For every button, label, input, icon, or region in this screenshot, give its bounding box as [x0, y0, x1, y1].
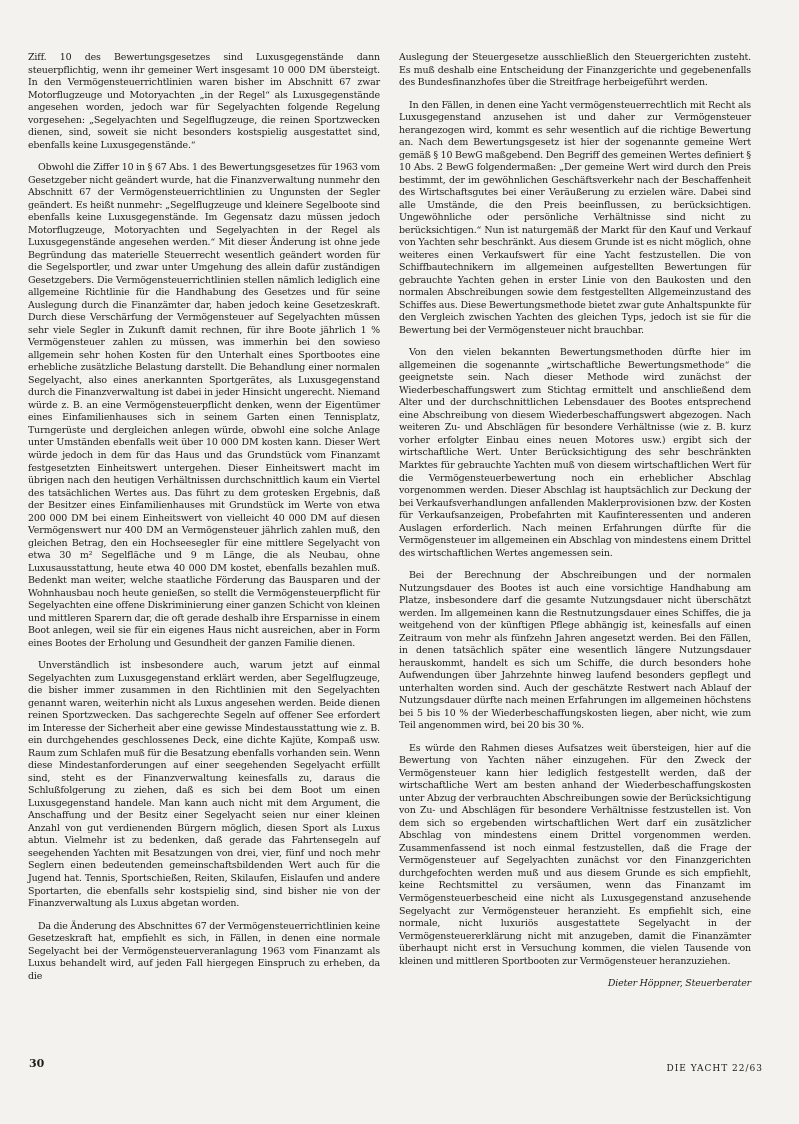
page-number: 30: [29, 1057, 45, 1070]
paragraph: Da die Änderung des Abschnittes 67 der Vermögensteuerrichtlinien keine Gesetzeskraft hat, empfiehlt es sich, in Fällen, in denen eine normale Segelyacht bei der Vermögensteuerveranlagung 1963 vom Finanzamt als Luxus behandelt wird, auf jeden Fall hiergegen Einspruch zu erheben, da die: [28, 920, 380, 982]
paragraph: Es würde den Rahmen dieses Aufsatzes weit übersteigen, hier auf die Bewertung von Yachten näher einzugehen. Für den Zweck der Vermögensteuer kann hier lediglich festgestellt werden, daß der wirtschaftliche Wert am besten anhand der Wiederbeschaffungskosten unter Abzug der verbrauchten Abschreibungen sowie der Berücksichtigung von Zu- und Abschlägen für besondere Verhältnisse festzustellen ist. Von dem sich so ergebenden wirtschaftlichen Wert darf ein zusätzlicher Abschlag von mindestens einem Drittel vorgenommen werden. Zusammenfassend ist noch einmal festzustellen, daß die Frage der Vermögensteuer auf Segelyachten zunächst vor den Finanzgerichten durchgefochten werden muß und aus diesem Grunde es sich empfiehlt, keine Rechtsmittel zu versäumen, wenn das Finanzamt im Vermögensteuerbescheid eine nicht als Luxusgegenstand anzusehende Segelyacht zur Vermögensteuer heranzieht. Es empfiehlt sich, eine normale, nicht luxuriös ausgestattete Segelyacht in der Vermögensteuererklärung nicht mit anzugeben, damit die Finanzämter überhaupt nicht erst in Versuchung kommen, die vielen Tausende von kleinen und mittleren Sportbooten zur Vermögensteuer heranzuziehen.: [399, 742, 751, 967]
right-text-column: [399, 52, 751, 1001]
paragraph: In den Fällen, in denen eine Yacht vermögensteuerrechtlich mit Recht als Luxusgegenstand anzusehen ist und daher zur Vermögensteuer herangezogen wird, kommt es sehr wesentlich auf die richtige Bewertung an. Nach dem Bewertungsgesetz ist hier der sogenannte gemeine Wert gemäß § 10 BewG maßgebend. Den Begriff des gemeinen Wertes definiert § 10 Abs. 2 BewG folgendermaßen: „Der gemeine Wert wird durch den Preis bestimmt, der im gewöhnlichen Geschäftsverkehr nach der Beschaffenheit des Wirtschaftsgutes bei einer Veräußerung zu erzielen wäre. Dabei sind alle Umstände, die den Preis beeinflussen, zu berücksichtigen. Ungewöhnliche oder persönliche Verhältnisse sind nicht zu berücksichtigen.“ Nun ist naturgemäß der Markt für den Kauf und Verkauf von Yachten sehr beschränkt. Aus diesem Grunde ist es nicht möglich, ohne weiteres einen Verkaufswert für eine Yacht festzustellen. Die von Schiffbautechnikern im allgemeinen aufgestellten Bewertungen für gebrauchte Yachten gehen in erster Linie von den Baukosten und den normalen Abschreibungen sowie dem festgestellten Allgemeinzustand des Schiffes aus. Diese Bewertungsmethode bietet zwar gute Anhaltspunkte für den Vergleich zwischen Yachten des gleichen Typs, jedoch ist sie für die Bewertung bei der Vermögensteuer nicht brauchbar.: [399, 99, 751, 336]
paragraph: Ziff. 10 des Bewertungsgesetzes sind Luxusgegenstände dann steuerpflichtig, wenn ihr gemeiner Wert insgesamt 10 000 DM übersteigt. In den Vermögensteuerrichtlinien waren bisher im Abschnitt 67 zwar Motorflugzeuge und Motoryachten „in der Regel“ als Luxusgegenstände angesehen worden, jedoch war für Segelyachten folgende Regelung vorgesehen: „Segelyachten und Segelflugzeuge, die reinen Sportzwecken dienen, sind, soweit sie nicht besonders kostspielig ausgestattet sind, ebenfalls keine Luxusgegenstände.“: [28, 52, 380, 151]
author-signature: Dieter Höppner, Steuerberater: [607, 978, 751, 990]
paragraph: Bei der Berechnung der Abschreibungen und der normalen Nutzungsdauer des Bootes ist auch eine vorsichtige Handhabung am Platze, insbesondere darf die gesamte Nutzungsdauer nicht überschätzt werden. Im allgemeinen kann die Restnutzungsdauer eines Schiffes, die ja weitgehend von der künftigen Pflege abhängig ist, keinesfalls auf einen Zeitraum von mehr als fünfzehn Jahren angesetzt werden. Bei den Fällen, in denen tatsächlich später eine wesentlich längere Nutzungsdauer herauskommt, handelt es sich um Schiffe, die durch besonders hohe Aufwendungen über Jahrzehnte hinweg laufend besonders gepflegt und unterhalten worden sind. Auch der geschätzte Restwert nach Ablauf der Nutzungsdauer dürfte nach meinen Erfahrungen im allgemeinen höchstens bei 5 bis 10 % der Wiederbeschaffungskosten liegen, aber nicht, wie zum Teil angenommen wird, bei 20 bis 30 %.: [399, 570, 751, 732]
left-text-column: [28, 52, 380, 993]
paragraph: Von den vielen bekannten Bewertungsmethoden dürfte hier im allgemeinen die sogenannte „wirtschaftliche Bewertungsmethode“ die geeignetste sein. Nach dieser Methode wird zunächst der Wiederbeschaffungswert zum Stichtag ermittelt und anschließend dem Alter und der durchschnittlichen Lebensdauer des Bootes entsprechend eine Abschreibung von diesem Wiederbeschaffungswert abgezogen. Nach weiteren Zu- und Abschlägen für besondere Verhältnisse (wie z. B. kurz vorher erfolgter Einbau eines neuen Motores usw.) ergibt sich der wirtschaftliche Wert. Unter Berücksichtigung des sehr beschränkten Marktes für gebrauchte Yachten muß von diesem wirtschaftlichen Wert für die Vermögensteuerbewertung noch ein erheblicher Abschlag vorgenommen werden. Dieser Abschlag ist hauptsächlich zur Deckung der bei Verkaufsverhandlungen anfallenden Maklerprovisionen bzw. der Kosten für Verkaufsanzeigen, Probefahrten mit Kaufinteressenten und anderen Auslagen erforderlich. Nach meinen Erfahrungen dürfte für die Vermögensteuer im allgemeinen ein Abschlag von mindestens einem Drittel des wirtschaftlichen Wertes angemessen sein.: [399, 347, 751, 559]
paragraph: Unverständlich ist insbesondere auch, warum jetzt auf einmal Segelyachten zum Luxusgegenstand erklärt werden, aber Segelflugzeuge, die bisher immer zusammen in den Richtlinien mit den Segelyachten genannt waren, weiterhin nicht als Luxus angesehen werden. Beide dienen reinen Sportzwecken. Das sachgerechte Segeln auf offener See erfordert im Interesse der Sicherheit aber eine gewisse Mindestausstattung wie z. B. ein durchgehendes geschlossenes Deck, eine dichte Kajüte, Kompaß usw. Raum zum Schlafen muß für die Besatzung ebenfalls vorhanden sein. Wenn diese Mindestanforderungen auf einer seegehenden Segelyacht erfüllt sind, steht es der Finanzverwaltung keinesfalls zu, daraus die Schlußfolgerung zu ziehen, daß es sich bei dem Boot um einen Luxusgegenstand handele. Man kann auch nicht mit dem Argument, die Anschaffung und der Besitz einer Segelyacht seien nur einer kleinen Anzahl von gut verdienenden Bürgern möglich, diesen Sport als Luxus abtun. Vielmehr ist zu bedenken, daß gerade das Fahrtensegeln auf seegehenden Yachten mit Besatzungen von drei, vier, fünf und noch mehr Seglern einen bedeutenden gemeinschaftsbildenden Wert auch für die Jugend hat. Tennis, Sportschießen, Reiten, Skilaufen, Eislaufen und andere Sportarten, die ebenfalls sehr kostspielig sind, sind bisher nie von der Finanzverwaltung als Luxus abgetan worden.: [28, 660, 380, 910]
paragraph: Obwohl die Ziffer 10 in § 67 Abs. 1 des Bewertungsgesetzes für 1963 vom Gesetzgeber nicht geändert wurde, hat die Finanzverwaltung nunmehr den Abschnitt 67 der Vermögensteuerrichtlinien zu Ungunsten der Segler geändert. Es heißt nunmehr: „Segelflugzeuge und kleinere Segelboote sind ebenfalls keine Luxusgegenstände. Im Gegensatz dazu müssen jedoch Motorflugzeuge, Motoryachten und Segelyachten in der Regel als Luxusgegenstände angesehen werden.“ Mit dieser Änderung ist ohne jede Begründung das materielle Steuerrecht wesentlich geändert worden für die Segelsportler, und zwar unter Umgehung des allein dafür zuständigen Gesetzgebers. Die Vermögensteuerrichtlinien stellen nämlich lediglich eine allgemeine Richtlinie für die Handhabung des Gesetzes und für seine Auslegung durch die Finanzämter dar, haben jedoch keine Gesetzeskraft. Durch diese Verschärfung der Vermögensteuer auf Segelyachten müssen sehr viele Segler in Zukunft damit rechnen, für ihre Boote jährlich 1 % Vermögensteuer zahlen zu müssen, was immerhin bei den sowieso allgemein sehr hohen Kosten für den Unterhalt eines Sportbootes eine erhebliche zusätzliche Belastung darstellt. Die Behandlung einer normalen Segelyacht, also eines anerkannten Sportgerätes, als Luxusgegenstand durch die Finanzverwaltung ist dabei in jeder Hinsicht ungerecht. Niemand würde z. B. an eine Vermögensteuerpflicht denken, wenn der Eigentümer eines Einfamilienhauses sich in seinem Garten einen Tennisplatz, Turngerüste und dergleichen anlegen würde, obwohl eine solche Anlage unter Umständen ebenfalls weit über 10 000 DM kosten kann. Dieser Wert würde jedoch in dem für das Haus und das Grundstück vom Finanzamt festgesetzten Einheitswert untergehen. Dieser Einheitswert macht im übrigen nach den heutigen Verhältnissen durchschnittlich kaum ein Viertel des tatsächlichen Wertes aus. Das führt zu dem grotesken Ergebnis, daß der Besitzer eines Einfamilienhauses mit Grundstück im Werte von etwa 200 000 DM bei einem Einheitswert von vielleicht 40 000 DM auf diesen Vermögenswert nur 400 DM an Vermögensteuer jährlich zahlen muß, den gleichen Betrag, den ein Hochseesegler für eine mittlere Segelyacht von etwa 30 m² Segelfläche und 9 m Länge, die als Neubau, ohne Luxusausstattung, heute etwa 40 000 DM kostet, ebenfalls bezahlen muß. Bedenkt man weiter, welche staatliche Förderung das Bausparen und der Wohnhausbau noch heute genießen, so stellt die Vermögensteuerpflicht für Segelyachten eine offene Diskriminierung einer ganzen Schicht von kleinen und mittleren Sparern dar, die oft gerade deshalb ihre Ersparnisse in einem Boot anlegen, weil sie für ein eigenes Haus nicht ausreichen, aber in Form eines Bootes der Erholung und Gesundheit der ganzen Familie dienen.: [28, 162, 380, 649]
paragraph: Auslegung der Steuergesetze ausschließlich den Steuergerichten zusteht. Es muß deshalb eine Entscheidung der Finanzgerichte und gegebenenfalls des Bundesfinanzhofes über die Streitfrage herbeigeführt werden.: [399, 52, 751, 89]
running-title: DIE YACHT 22/63: [666, 1064, 763, 1074]
